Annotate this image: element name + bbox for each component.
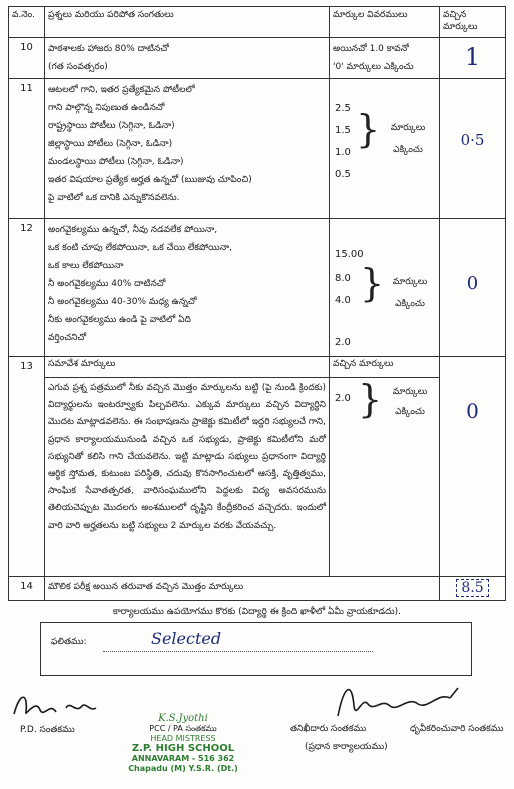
stamp-line: ANNAVARAM - 516 362 — [131, 754, 235, 763]
marks-label: మార్కులు — [392, 387, 428, 397]
question-line: (గత సంవత్సరం) — [48, 62, 108, 72]
row-number: 13 — [9, 357, 45, 577]
stamp-signature: K.S.Jyothi — [158, 713, 208, 724]
question-line: పై వాటిలో ఒక దానికి ఎన్నుకొనవలెను. — [48, 193, 180, 203]
brace-mark: } — [360, 261, 385, 305]
section-title: సమావేశ మార్కులు — [45, 357, 329, 378]
result-value: Selected — [151, 629, 222, 648]
table-row — [9, 38, 506, 79]
table-row — [9, 219, 506, 357]
scale-value: 8.0 — [335, 273, 351, 284]
question-cell — [45, 79, 330, 219]
marks-label: మార్కులు — [390, 123, 426, 133]
marks-label: మార్కులు — [392, 277, 428, 287]
row-number: 14 — [9, 577, 45, 601]
pd-signature — [10, 688, 100, 722]
marks-label: ఎక్కించు — [393, 145, 423, 155]
question-line: జిల్లాస్థాయి పోటీలు (సెగ్గినా, ఓడినా) — [48, 139, 173, 149]
handwritten-score: 1 — [464, 43, 481, 71]
question-line: నీ అంగవైకల్యము 40% దాటినచో — [48, 279, 166, 289]
header-sno: వ.నెం. — [9, 7, 45, 38]
marks-title: వచ్చిన మార్కులు — [330, 357, 439, 378]
score-cell — [440, 79, 506, 219]
school-stamp — [118, 714, 248, 774]
question-line: రాష్ట్రస్థాయి పోటీలు (సెగ్గినా, ఓడినా) — [48, 121, 175, 131]
marks-cell — [330, 357, 440, 577]
question-line: వర్తించనిచో — [48, 333, 87, 343]
marks-cell — [330, 219, 440, 357]
table-row — [9, 577, 506, 601]
interview-paragraph: ఎగువ ప్రశ్న పత్రములో నీకు వచ్చిన మొత్తం మార్కులను బట్టి (పై నుండి క్రిందకు) విద్యార్థులను ఇంటర్వ్యూకు పిల్చవలెను. ఎక్కువ మార్కులు వచ్చిన విద్యార్థిని మొదట మాట్లాడవలెను. ఈ సంభాషణను ప్రాజెక్టు కమిటీలో ఇద్దరి సభ్యులచే గాని, ప్రధాన కార్యాలయమునుండి వచ్చిన ఒక సభ్యుడు, ప్రాజెక్టు కమిటీలోని మరో సభ్యునితో కలిసి గాని చేయవలెను. ఇట్టి మాట్లాడు సభ్యులు ప్రధానంగా విద్యార్థి ఆర్థిక స్తోమత, కుటుంబ పరిస్థితి, చదువు కొనసాగించుటలో ఆసక్తి, వృత్తిత్వము, సాంఘిక సేవాతత్పరత, వారిసంఘములోని పెద్దలకు విద్య అవసరమును తెలియచెప్పుట మొదలగు అంశములలో దృష్టిని కేంద్రీకరించ వచ్చెదరు. ఇందులో వారి వారి అర్హతలను బట్టి సభ్యులు 2 మార్కుల వరకు వేయవచ్చు. — [48, 383, 326, 531]
marks-label: ఎక్కించు — [395, 299, 425, 309]
scale-value: 2.0 — [335, 393, 351, 404]
header-given: వచ్చిన మార్కులు — [440, 7, 506, 38]
stamp-line: Chapadu (M) Y.S.R. (Dt.) — [128, 764, 238, 773]
total-label-cell: మౌలిక పరీక్ష అయిన తరువాత వచ్చిన మొత్తం మార్కులు — [45, 577, 440, 601]
form-page — [8, 6, 506, 619]
brace-mark: } — [358, 377, 383, 421]
verifier-signature-label: ధృవీకరించువారి సంతకము — [410, 724, 504, 734]
score-cell — [440, 357, 506, 577]
question-line: నీ అంగవైకల్యము 40-30% మధ్య ఉన్నచో — [48, 297, 197, 307]
question-line: గాని పాల్గొన్న నిపుణుత ఉండినచో — [48, 103, 165, 113]
header-marks: మార్కుల వివరములు — [330, 7, 440, 38]
question-cell — [45, 219, 330, 357]
handwritten-score: 0·5 — [460, 131, 485, 149]
row-number: 12 — [9, 219, 45, 357]
pcc-signature-label: PCC / PA సంతకము — [149, 724, 217, 733]
marks-cell — [330, 38, 440, 79]
handwritten-score: 0 — [466, 399, 479, 423]
marks-table — [8, 6, 506, 601]
question-line: ఆటలలో గాని, ఇతర ప్రత్యేకమైన పోటీలలో — [48, 85, 195, 95]
marks-line: అయినచో 1.0 కావనో — [333, 44, 409, 54]
scale-value: 4.0 — [335, 295, 351, 306]
scale-value: 15.00 — [335, 249, 364, 260]
row-number: 11 — [9, 79, 45, 219]
question-line: ఒక కాలు లేకపోయినా — [48, 261, 124, 271]
question-cell — [45, 357, 330, 577]
brace-mark: } — [356, 107, 381, 151]
score-cell — [440, 577, 506, 601]
stamp-line: Z.P. HIGH SCHOOL — [131, 743, 235, 754]
question-line: పాఠశాలకు హాజరు 80% దాటినచో — [48, 44, 169, 54]
question-line: అంగవైకల్యము ఉన్నచో, నీవు నడవలేక పోయినా, — [48, 225, 218, 235]
total-score: 8.5 — [456, 579, 488, 597]
pd-signature-label: P.D. సంతకము — [20, 725, 75, 735]
table-row — [9, 357, 506, 577]
stamp-line: HEAD MISTRESS — [150, 734, 216, 743]
question-line: ఇతర విషయాల ప్రత్యేక అర్హత ఉన్నచో (ఋజువు చూపించి) — [48, 175, 252, 185]
result-label: ఫలితము: — [51, 637, 87, 647]
question-line: మండలస్థాయి పోటీలు (సెగ్గినా, ఓడినా) — [48, 157, 184, 167]
marks-label: ఎక్కించు — [395, 407, 425, 417]
scale-value: 2.0 — [335, 337, 351, 348]
scale-value: 0.5 — [335, 169, 351, 180]
question-line: ఒక కంటి చూపు లేకపోయినా, ఒక చేయి లేకపోయినా, — [48, 243, 232, 253]
scale-value: 1.0 — [335, 147, 351, 158]
table-header-row — [9, 7, 506, 38]
handwritten-score: 0 — [466, 273, 479, 294]
inspector-signature-sub: (ప్రధాన కార్యాలయము) — [305, 742, 388, 752]
score-cell — [440, 38, 506, 79]
inspector-signature — [318, 676, 468, 726]
result-line — [103, 651, 373, 652]
header-question: ప్రశ్నలు మరియు పరిపోత సంగతులు — [45, 7, 330, 38]
scale-value: 1.5 — [335, 125, 351, 136]
marks-cell — [330, 79, 440, 219]
scale-value: 2.5 — [335, 103, 351, 114]
office-note: కార్యాలయము ఉపయోగము కొరకు (విద్యార్థి ఈ క్రింది ఖాళీలో ఏమీ వ్రాయకూడదు). — [112, 607, 402, 617]
table-row — [9, 79, 506, 219]
marks-line: '0' మార్కులు ఎక్కించు — [333, 62, 414, 72]
row-number: 10 — [9, 38, 45, 79]
question-line: నీకు అంగవైకల్యము ఉండి పై వాటిలో ఏది — [48, 315, 191, 325]
result-box — [40, 622, 472, 676]
question-cell — [45, 38, 330, 79]
score-cell — [440, 219, 506, 357]
inspector-signature-label: తనిఖీదారు సంతకము — [290, 724, 367, 734]
